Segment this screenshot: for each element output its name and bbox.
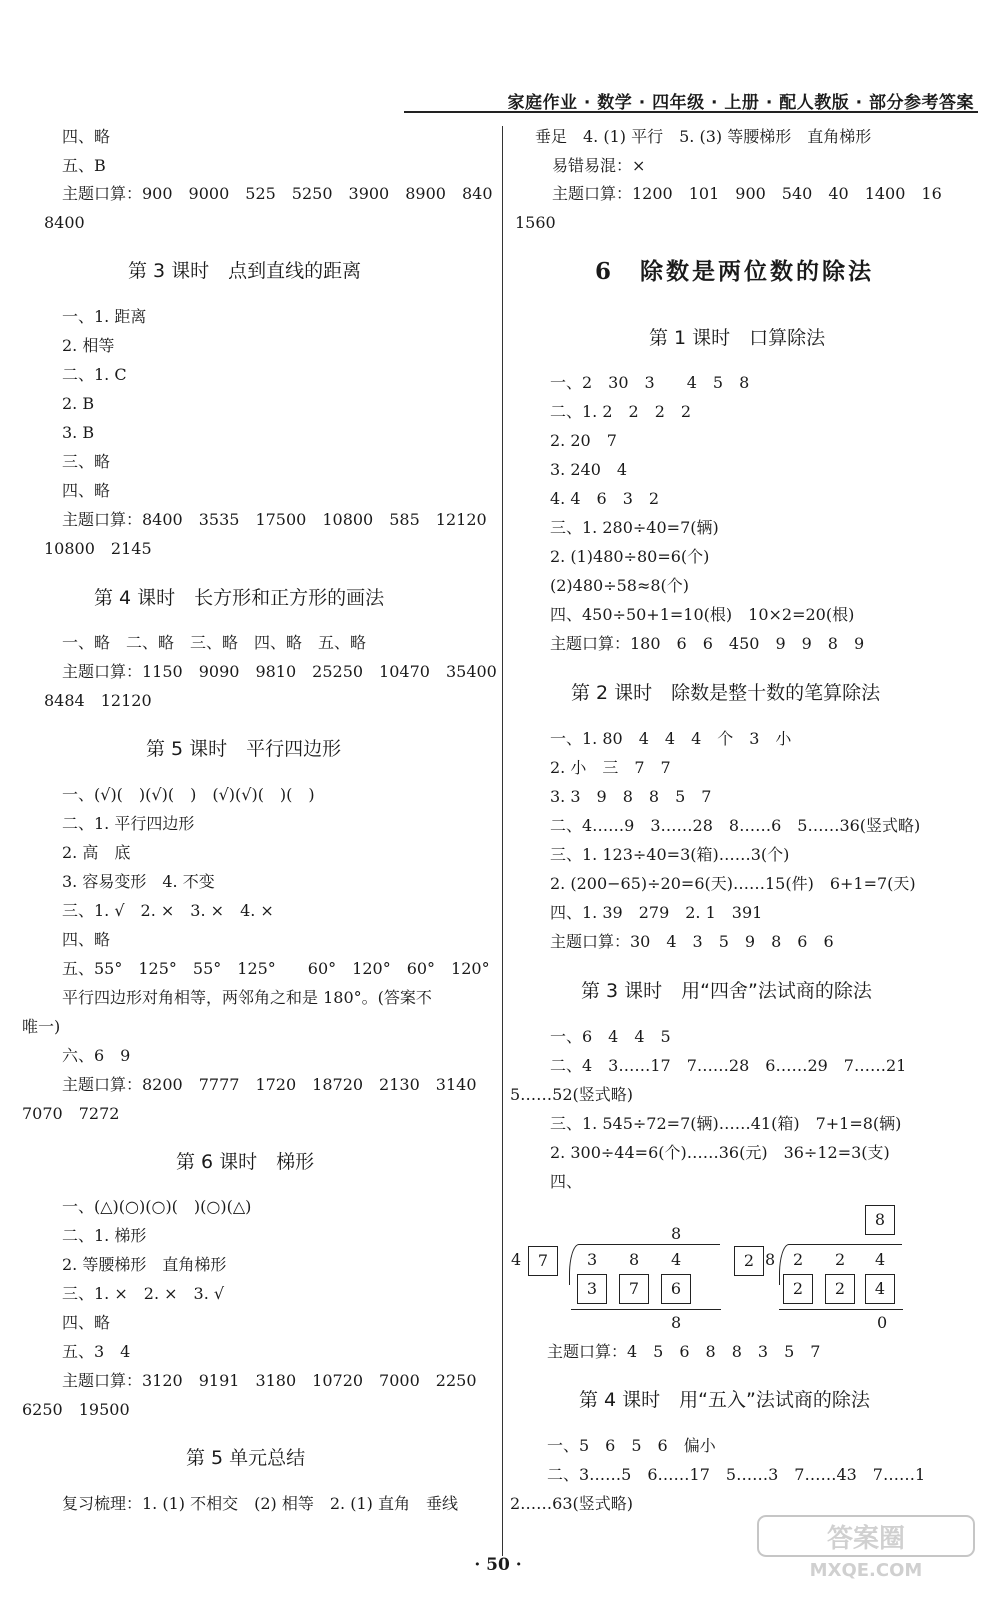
answer-line: 6250 19500 (22, 1400, 130, 1419)
quotient-digit: 8 (671, 1224, 682, 1243)
page-number: · 50 · (474, 1555, 522, 1575)
product-box: 3 (577, 1274, 607, 1304)
answer-line: 一、(√)( )(√)( ) (√)(√)( )( ) (62, 785, 315, 804)
section-title-lesson-2: 第 2 课时 除数是整十数的笔算除法 (571, 682, 881, 704)
answer-line: 三、1. × 2. × 3. √ (62, 1284, 225, 1303)
section-title-lesson-1: 第 1 课时 口算除法 (649, 327, 826, 349)
answer-line: 4. 4 6 3 2 (550, 489, 660, 508)
page-header-title: 家庭作业 · 数学 · 四年级 · 上册 · 配人教版 · 部分参考答案 (507, 93, 974, 113)
answer-line: 一、2 30 3 4 5 8 (550, 373, 750, 392)
answer-line: 主题口算：4 5 6 8 8 3 5 7 (547, 1342, 821, 1361)
watermark-text: 答案圈 (826, 1524, 906, 1554)
answer-line: 三、1. 280÷40=7(辆) (550, 518, 719, 537)
divisor-digit: 4 (511, 1250, 522, 1269)
answer-line: 垂足 4. (1) 平行 5. (3) 等腰梯形 直角梯形 (535, 127, 872, 146)
section-title-lesson-6: 第 6 课时 梯形 (176, 1151, 315, 1173)
dividend-digit: 2 (793, 1250, 804, 1269)
subtraction-line (571, 1309, 721, 1310)
answer-line: 二、4 3……17 7……28 6……29 7……21 (550, 1056, 907, 1075)
section-title-lesson-4: 第 4 课时 长方形和正方形的画法 (94, 587, 385, 609)
answer-line: 主题口算：30 4 3 5 9 8 6 6 (550, 932, 834, 951)
answer-line: 主题口算：8200 7777 1720 18720 2130 3140 (62, 1075, 477, 1094)
remainder-digit: 8 (671, 1313, 682, 1332)
answer-line: 2. 小 三 7 7 (550, 758, 671, 777)
column-divider (502, 126, 503, 1556)
answer-line: 一、6 4 4 5 (550, 1027, 671, 1046)
answer-line: 2. 相等 (62, 336, 115, 355)
answer-line: 主题口算：900 9000 525 5250 3900 8900 840 (62, 184, 493, 203)
answer-line: 五、B (62, 156, 106, 175)
watermark-url: MXQE.COM (809, 1560, 923, 1581)
answer-line: 五、55° 125° 55° 125° 60° 120° 60° 120° (62, 959, 490, 978)
answer-line: 2. (1)480÷80=6(个) (550, 547, 710, 566)
divisor-box: 2 (734, 1246, 764, 1276)
answer-line: 2. B (62, 394, 95, 413)
answer-line: 3. 240 4 (550, 460, 628, 479)
answer-line: 三、略 (62, 452, 111, 471)
section-title-lesson-3: 第 3 课时 用“四舍”法试商的除法 (581, 980, 872, 1002)
answer-line: 3. 容易变形 4. 不变 (62, 872, 215, 891)
remainder-digit: 0 (877, 1313, 888, 1332)
answer-line: 主题口算：3120 9191 3180 10720 7000 2250 (62, 1371, 477, 1390)
answer-line: 主题口算：180 6 6 450 9 9 8 9 (550, 634, 865, 653)
answer-line: 四、450÷50+1=10(根) 10×2=20(根) (550, 605, 855, 624)
product-box: 2 (825, 1274, 855, 1304)
section-title-lesson-5: 第 5 课时 平行四边形 (146, 738, 342, 760)
section-title-lesson-4: 第 4 课时 用“五入”法试商的除法 (579, 1389, 870, 1411)
answer-line: 10800 2145 (44, 539, 152, 558)
answer-line: 2. 20 7 (550, 431, 617, 450)
answer-line: 3. 3 9 8 8 5 7 (550, 787, 712, 806)
answer-line: 一、1. 距离 (62, 307, 147, 326)
answer-line: 8400 (44, 213, 85, 232)
answer-line: 2. 等腰梯形 直角梯形 (62, 1255, 227, 1274)
product-box: 7 (619, 1274, 649, 1304)
answer-line: 易错易混：× (552, 156, 646, 175)
answer-line: 二、1. 梯形 (62, 1226, 147, 1245)
answer-line: 一、5 6 5 6 偏小 (547, 1436, 716, 1455)
header-rule (404, 111, 978, 113)
answer-line: 一、1. 80 4 4 4 个 3 小 (550, 729, 792, 748)
answer-line: 三、1. 545÷72=7(辆)……41(箱) 7+1=8(辆) (550, 1114, 902, 1133)
answer-line: 四、1. 39 279 2. 1 391 (550, 903, 763, 922)
answer-line: 四、略 (62, 930, 111, 949)
answer-line: 主题口算：8400 3535 17500 10800 585 12120 (62, 510, 487, 529)
answer-line: 二、1. C (62, 365, 127, 384)
answer-line: 二、1. 2 2 2 2 (550, 402, 692, 421)
quotient-box: 8 (865, 1205, 895, 1235)
answer-line: 7070 7272 (22, 1104, 120, 1123)
answer-line: (2)480÷58≈8(个) (550, 576, 690, 595)
answer-line: 一、(△)(○)(○)( )(○)(△) (62, 1197, 252, 1216)
product-box: 2 (783, 1274, 813, 1304)
chapter-title: 6 除数是两位数的除法 (595, 258, 875, 285)
answer-line: 复习梳理：1. (1) 不相交 (2) 相等 2. (1) 直角 垂线 (62, 1494, 458, 1513)
answer-line: 2. 高 底 (62, 843, 131, 862)
answer-line: 5……52(竖式略) (510, 1085, 634, 1104)
answer-line: 3. B (62, 423, 95, 442)
answer-line: 8484 12120 (44, 691, 152, 710)
answer-line: 二、4……9 3……28 8……6 5……36(竖式略) (550, 816, 921, 835)
answer-line: 四、略 (62, 127, 111, 146)
answer-line: 四、略 (62, 481, 111, 500)
answer-line: 三、1. √ 2. × 3. × 4. × (62, 901, 274, 920)
watermark-logo-icon (756, 1512, 976, 1582)
answer-line: 2. (200−65)÷20=6(天)……15(件) 6+1=7(天) (550, 874, 916, 893)
answer-line: 二、1. 平行四边形 (62, 814, 195, 833)
answer-line: 二、3……5 6……17 5……3 7……43 7……1 (547, 1465, 926, 1484)
dividend-digit: 4 (875, 1250, 886, 1269)
answer-line: 三、1. 123÷40=3(箱)……3(个) (550, 845, 790, 864)
dividend-digit: 8 (629, 1250, 640, 1269)
section-title-lesson-3: 第 3 课时 点到直线的距离 (128, 260, 362, 282)
answer-line: 主题口算：1200 101 900 540 40 1400 16 (552, 184, 942, 203)
product-box: 4 (865, 1274, 895, 1304)
answer-line: 六、6 9 (62, 1046, 131, 1065)
divisor-box: 7 (528, 1246, 558, 1276)
dividend-digit: 4 (671, 1250, 682, 1269)
answer-line: 主题口算：1150 9090 9810 25250 10470 35400 (62, 662, 497, 681)
divisor-digit: 8 (765, 1250, 776, 1269)
answer-line: 五、3 4 (62, 1342, 131, 1361)
answer-line: 四、略 (62, 1313, 111, 1332)
answer-line: 2……63(竖式略) (510, 1494, 634, 1513)
answer-line: 2. 300÷44=6(个)……36(元) 36÷12=3(支) (550, 1143, 890, 1162)
answer-line: 四、 (550, 1172, 583, 1191)
section-title-unit-5-summary: 第 5 单元总结 (186, 1447, 306, 1469)
answer-line: 一、略 二、略 三、略 四、略 五、略 (62, 633, 367, 652)
dividend-digit: 2 (835, 1250, 846, 1269)
product-box: 6 (661, 1274, 691, 1304)
subtraction-line (779, 1309, 903, 1310)
dividend-digit: 3 (587, 1250, 598, 1269)
answer-line: 唯一) (22, 1017, 61, 1036)
answer-line: 1560 (515, 213, 556, 232)
answer-line: 平行四边形对角相等，两邻角之和是 180°。(答案不 (62, 988, 432, 1007)
